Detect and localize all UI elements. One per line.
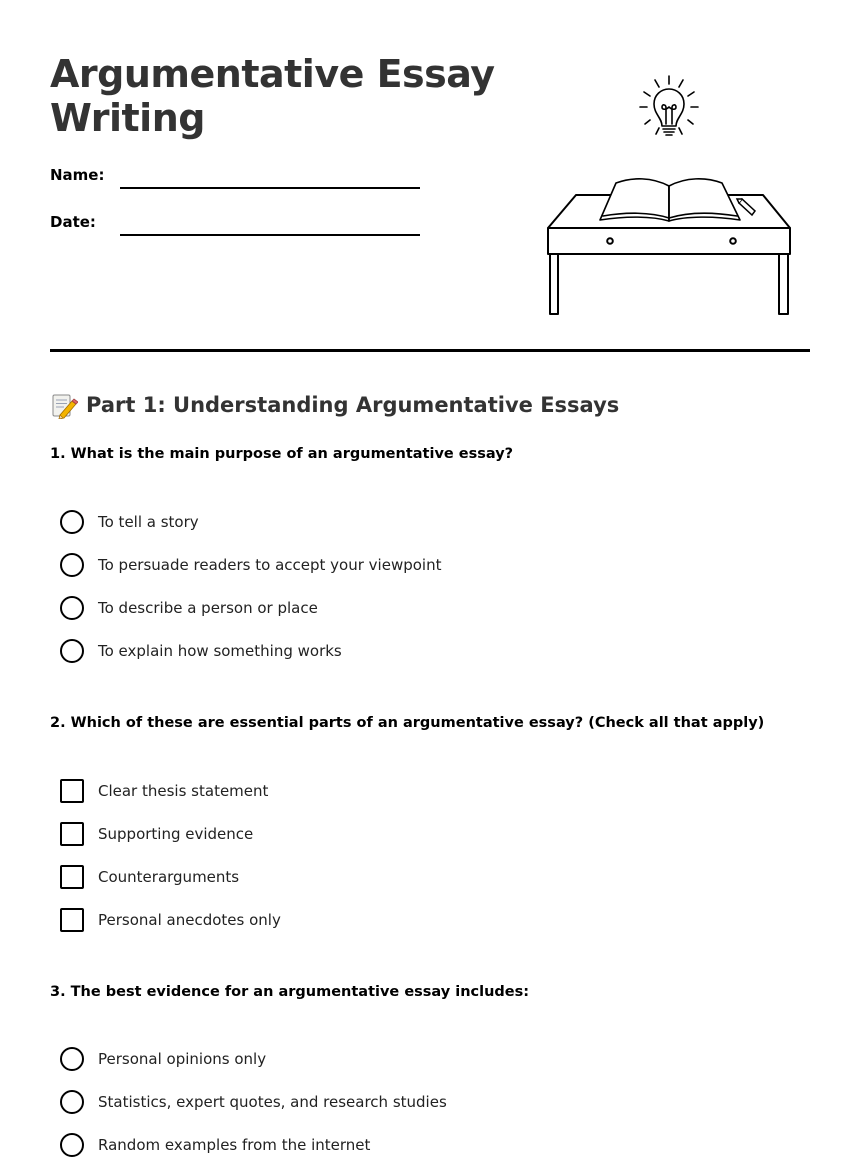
date-field[interactable]: [120, 234, 420, 236]
option-label: Counterarguments: [98, 868, 240, 886]
option-label: To describe a person or place: [98, 599, 318, 617]
radio-button[interactable]: [60, 553, 84, 577]
q1-option-2[interactable]: [60, 553, 441, 577]
checkbox[interactable]: [60, 779, 84, 803]
option-label: To explain how something works: [98, 642, 342, 660]
question-1: 1. What is the main purpose of an argumentative essay?: [50, 446, 514, 462]
q2-option-4[interactable]: [60, 908, 281, 932]
checkbox[interactable]: [60, 822, 84, 846]
name-label: Name:: [50, 166, 105, 184]
option-label: Random examples from the internet: [98, 1136, 371, 1154]
q1-option-1[interactable]: [60, 510, 199, 534]
q3-option-2[interactable]: [60, 1090, 447, 1114]
name-field[interactable]: [120, 187, 420, 189]
part1-heading: [50, 388, 619, 422]
open-book-icon: [600, 179, 740, 221]
radio-button[interactable]: [60, 1047, 84, 1071]
option-label: To persuade readers to accept your viewpoint: [98, 556, 442, 574]
option-label: Personal anecdotes only: [98, 911, 281, 929]
q2-option-3[interactable]: [60, 865, 239, 889]
checkbox[interactable]: [60, 865, 84, 889]
lightbulb-icon: [640, 76, 698, 135]
radio-button[interactable]: [60, 596, 84, 620]
radio-button[interactable]: [60, 510, 84, 534]
q2-option-1[interactable]: [60, 779, 268, 803]
radio-button[interactable]: [60, 1133, 84, 1157]
date-label: Date:: [50, 213, 96, 231]
q3-option-3[interactable]: [60, 1133, 370, 1157]
option-label: Clear thesis statement: [98, 782, 269, 800]
option-label: Supporting evidence: [98, 825, 254, 843]
checkbox[interactable]: [60, 908, 84, 932]
question-2: 2. Which of these are essential parts of an argumentative essay? (Check all that apply): [50, 715, 765, 731]
option-label: Statistics, expert quotes, and research studies: [98, 1093, 447, 1111]
option-label: To tell a story: [98, 513, 199, 531]
q3-option-1[interactable]: [60, 1047, 266, 1071]
q1-option-3[interactable]: [60, 596, 318, 620]
q2-option-2[interactable]: [60, 822, 253, 846]
q1-option-4[interactable]: [60, 639, 342, 663]
part1-title: Part 1: Understanding Argumentative Essays: [86, 393, 620, 417]
lightbulb-book-desk-icon: [540, 70, 800, 320]
question-3: 3. The best evidence for an argumentative essay includes:: [50, 984, 530, 1000]
radio-button[interactable]: [60, 639, 84, 663]
worksheet-title: Argumentative Essay Writing: [50, 52, 495, 140]
memo-pencil-icon: [50, 391, 78, 419]
section-divider: [50, 349, 810, 352]
radio-button[interactable]: [60, 1090, 84, 1114]
option-label: Personal opinions only: [98, 1050, 267, 1068]
